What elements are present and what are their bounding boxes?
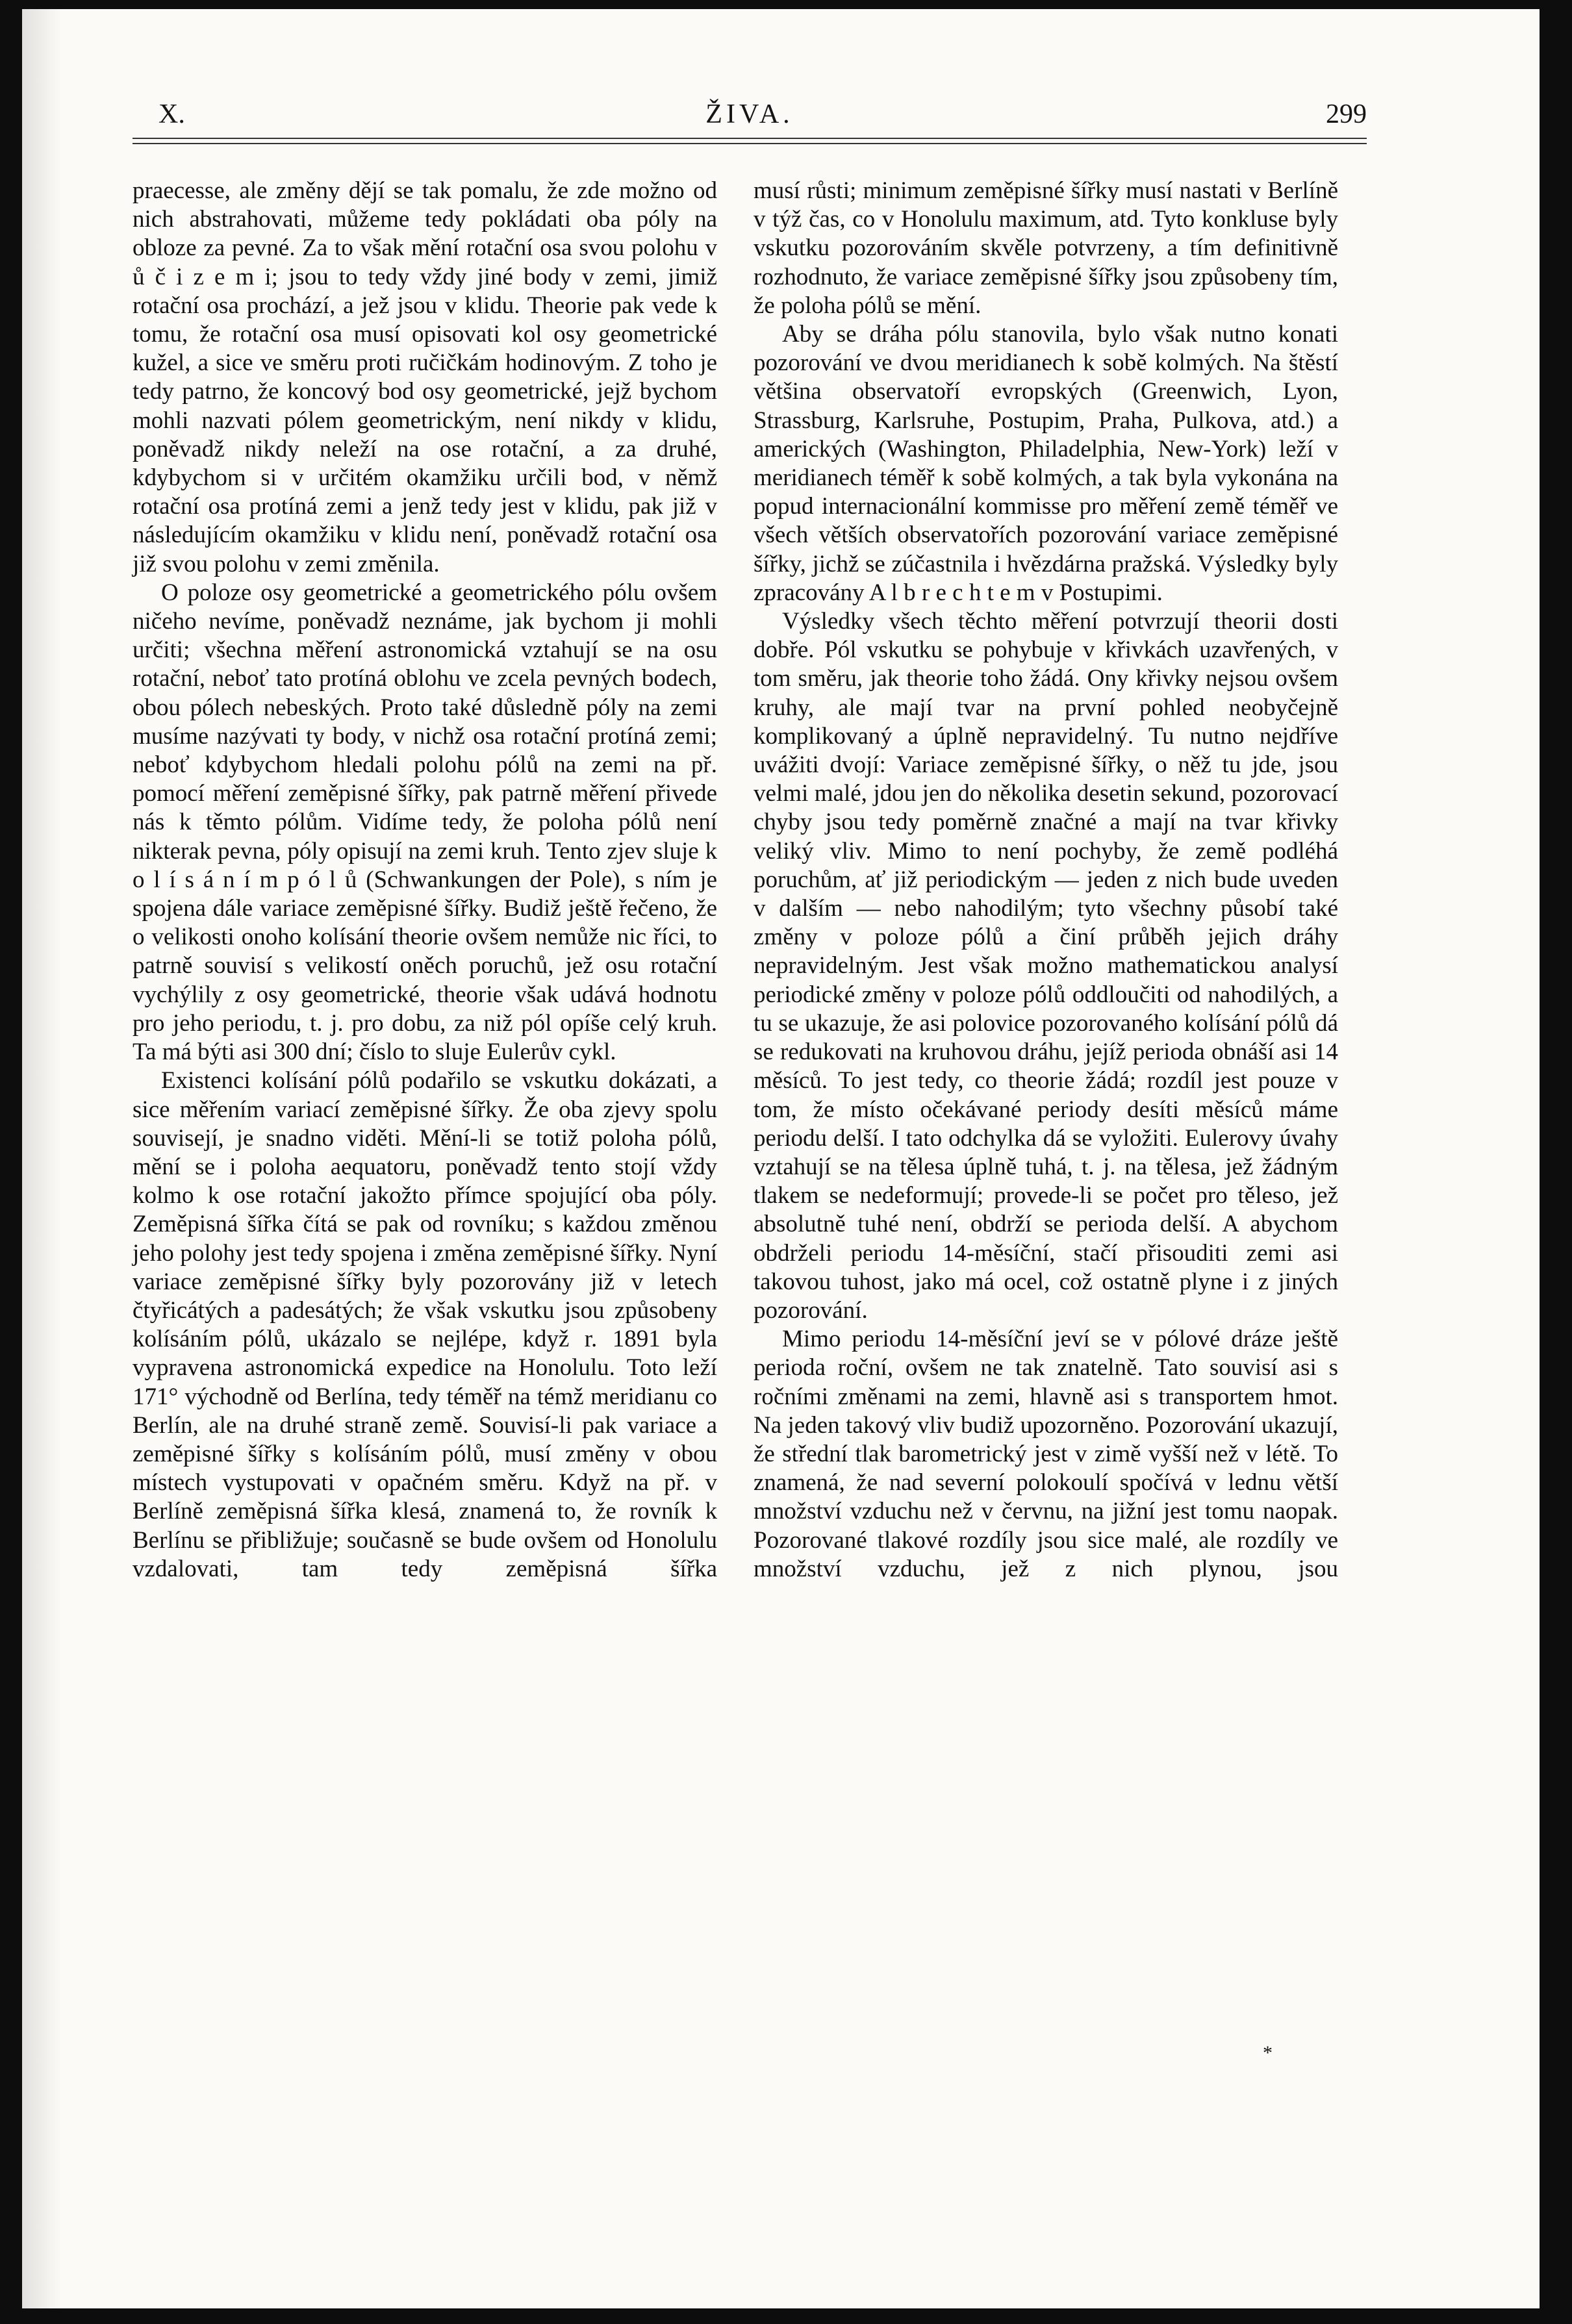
page-gutter-shadow <box>22 9 61 2308</box>
running-header <box>133 87 1367 133</box>
book-page <box>22 9 1540 2308</box>
paragraph: O poloze osy geometrické a geometrického pólu ovšem ničeho nevíme, poněvadž neznáme, jak bychom ji mohli určiti; všechna měření astronomická vztahují se na osu rotační, neboť tato protíná oblohu ve zcela pevných bodech, obou pólech nebeských. Proto také důsledně póly na zemi musíme nazývati ty body, v nichž osa rotační protíná zemi; neboť kdybychom hledali polohu pólů na zemi na př. pomocí měření zeměpisné šířky, pak patrně měření přivede nás k těmto pólům. Vidíme tedy, že poloha pólů není nikterak pevna, póly opisují na zemi kruh. Tento zjev sluje k o l í s á n í m p ó l ů (Schwankungen der Pole), s ním je spojena dále variace zeměpisné šířky. Budiž ještě řečeno, že o velikosti onoho kolísání theorie ovšem nemůže nic říci, to patrně souvisí s velikostí oněch poruchů, jež osu rotační vychýlily z osy geometrické, theorie však udává hodnotu pro jeho periodu, t. j. pro dobu, za niž pól opíše celý kruh. Ta má býti asi 300 dní; číslo to sluje Eulerův cykl. <box>133 579 717 1066</box>
journal-title: ŽIVA. <box>705 99 794 129</box>
paragraph: Existenci kolísání pólů podařilo se vskutku dokázati, a sice měřením variací zeměpisné šířky. Že oba zjevy spolu souvisejí, je snadno viděti. Mění-li se totiž poloha pólů, mění se i poloha aequatoru, poněvadž tento stojí vždy kolmo k ose rotační jakožto přímce spojující oba póly. Zeměpisná šířka čítá se pak od rovníku; s každou změnou jeho polohy jest tedy spojena i změna zeměpisné šířky. Nyní variace zeměpisné šířky byly pozorovány již v letech čtyřicátých a padesátých; že však vskutku jsou způsobeny kolísáním pólů, ukázalo se nejlépe, když r. 1891 byla vypravena astronomická expedice na Honolulu. Toto leží 171° východně od Berlína, tedy téměř na témž meridianu co Berlín, ale na druhé straně země. Souvisí-li pak variace a zeměpisné šířky s kolísáním pólů, musí změny v obou místech vystupovati v opačném směru. Když na př. v Berlíně zeměpisná šířka klesá, znamená to, že rovník k Berlínu se přibližuje; současně se bude ovšem od Honolulu vzdalovati, tam tedy zeměpisná šířka <box>133 1067 717 1582</box>
paragraph: musí růsti; minimum zeměpisné šířky musí nastati v Berlíně v týž čas, co v Honolulu maximum, atd. Tyto konkluse byly vskutku pozorováním skvěle potvrzeny, a tím definitivně rozhodnuto, že variace zeměpisné šířky jsou způsobeny tím, že poloha pólů se mění. <box>754 177 1338 319</box>
paragraph: praecesse, ale změny dějí se tak pomalu, že zde možno od nich abstrahovati, můžeme tedy pokládati oba póly na obloze za pevné. Za to však mění rotační osa svou polohu v ů č i z e m i; jsou to tedy vždy jiné body v zemi, jimiž rotační osa prochází, a jež jsou v klidu. Theorie pak vede k tomu, že rotační osa musí opisovati kol osy geometrické kužel, a sice ve směru proti ručičkám hodinovým. Z toho je tedy patrno, že koncový bod osy geometrické, jejž bychom mohli nazvati pólem geometrickým, není nikdy v klidu, poněvadž nikdy neleží na ose rotační, a za druhé, kdybychom si v určitém okamžiku určili bod, v němž rotační osa protíná zemi a jenž tedy jest v klidu, pak již v následujícím okamžiku v klidu není, poněvadž rotační osa již svou polohu v zemi změnila. <box>133 177 717 577</box>
volume-number: X. <box>158 99 185 129</box>
right-column <box>754 177 1338 1584</box>
paragraph: Aby se dráha pólu stanovila, bylo však nutno konati pozorování ve dvou meridianech k sobě kolmých. Na štěstí většina observatoří evropských (Greenwich, Lyon, Strassburg, Karlsruhe, Postupim, Praha, Pulkova, atd.) a amerických (Washington, Philadelphia, New-York) leží v meridianech téměř k sobě kolmých, a tak byla vykonána na popud internacionální kommisse pro měření země téměř ve všech větších observatořích pozorování variace zeměpisné šířky, jichž se zúčastnila i hvězdárna pražská. Výsledky byly zpracovány A l b r e c h t e m v Postupimi. <box>754 321 1338 606</box>
left-column <box>133 177 717 1584</box>
paragraph: Výsledky všech těchto měření potvrzují theorii dosti dobře. Pól vskutku se pohybuje v křivkách uzavřených, v tom směru, jak theorie toho žádá. Ony křivky nejsou ovšem kruhy, ale mají tvar na první pohled neobyčejně komplikovaný a úplně nepravidelný. Tu nutno nejdříve uvážiti dvojí: Variace zeměpisné šířky, o něž tu jde, jsou velmi malé, jdou jen do několika desetin sekund, pozorovací chyby jsou tedy poměrně značné a mají na tvar křivky veliký vliv. Mimo to není pochyby, že země podléhá poruchům, ať již periodickým — jeden z nich bude uveden v dalším — nebo nahodilým; tyto všechny působí také změny v poloze pólů a činí průběh jejich dráhy nepravidelným. Jest však možno mathematickou analysí periodické změny v poloze pólů oddloučiti od nahodilých, a tu se ukazuje, že asi polovice pozorovaného kolísání pólů dá se redukovati na kruhovou dráhu, jejíž perioda obnáší asi 14 měsíců. To jest tedy, co theorie žádá; rozdíl jest pouze v tom, že místo očekávané periody desíti měsíců máme periodu delší. I tato odchylka dá se vyložiti. Eulerovy úvahy vztahují se na tělesa úplně tuhá, t. j. na tělesa, jež žádným tlakem se nedeformují; provede-li se počet pro těleso, jež absolutně tuhé není, obdrží se perioda delší. A abychom obdrželi periodu 14-měsíční, stačí přisouditi zemi asi takovou tuhost, jako má ocel, což ostatně plyne i z jiných pozorování. <box>754 608 1338 1324</box>
footer-mark: * <box>1263 2042 1273 2064</box>
header-double-rule <box>133 138 1367 144</box>
paragraph: Mimo periodu 14-měsíční jeví se v pólové dráze ještě perioda roční, ovšem ne tak znatelně. Tato souvisí asi s ročními změnami na zemi, hlavně asi s transportem hmot. Na jeden takový vliv budiž upozorněno. Pozorování ukazují, že střední tlak barometrický jest v zimě vyšší než v létě. To znamená, že nad severní polokoulí spočívá v lednu větší množství vzduchu než v červnu, na jižní jest tomu naopak. Pozorované tlakové rozdíly jsou sice malé, ale rozdíly ve množství vzduchu, jež z nich plynou, jsou <box>754 1326 1338 1582</box>
page-number: 299 <box>1326 99 1367 129</box>
